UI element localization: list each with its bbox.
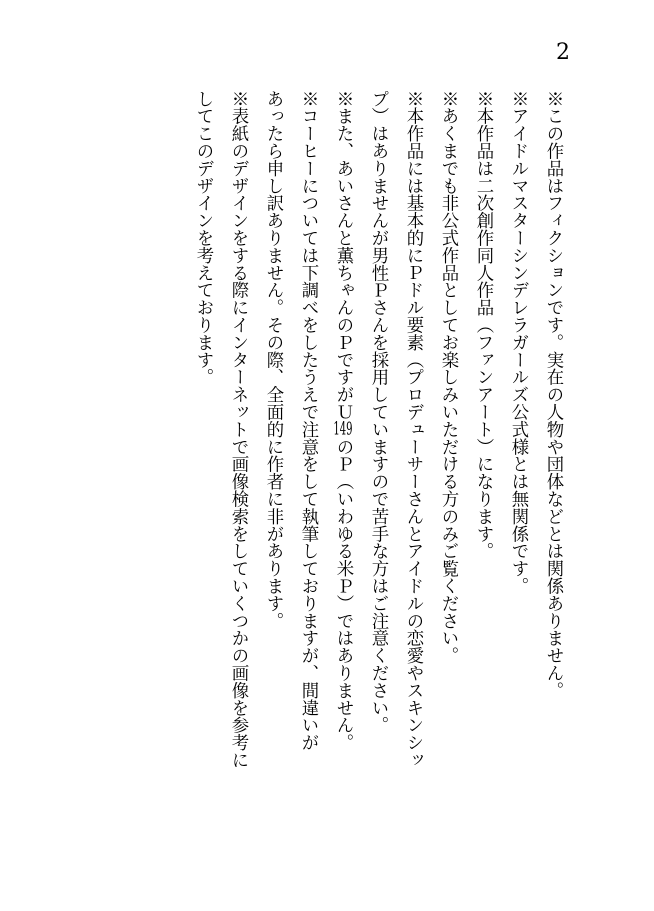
- page-number: 2: [556, 40, 570, 65]
- text-line-7-end: のＰ（いわゆる米Ｐ）ではありません。: [333, 438, 353, 752]
- text-line-9: あったら申し訳ありません。その際、全面的に作者に非があります。: [263, 90, 283, 630]
- text-line-3: ※本作品は二次創作同人作品（ファンアート）になります。: [473, 90, 493, 560]
- text-line-1: ※この作品はフィクションです。実在の人物や団体などとは関係ありません。: [543, 90, 563, 699]
- text-line-5: ※本作品には基本的にＰドル要素（プロデューサーさんとアイドルの恋愛やスキンシッ: [403, 90, 423, 769]
- text-line-7: [325, 90, 360, 840]
- text-line-10: ※表紙のデザインをする際にインターネットで画像検索をしていくつかの画像を参考に: [228, 90, 248, 769]
- text-line-2: ※アイドルマスターシンデレラガールズ公式様とは無関係です。: [508, 90, 528, 595]
- text-line-11: してこのデザインを考えております。: [193, 90, 213, 386]
- inline-number: 149: [333, 420, 353, 439]
- disclaimer-text: [185, 90, 570, 840]
- text-line-7-start: ※また、あいさんと薫ちゃんのＰですがＵ: [333, 90, 353, 421]
- text-line-8: ※コーヒーについては下調べをしたうえで注意をして執筆しておりますが、間違いが: [298, 90, 318, 752]
- text-line-4: ※あくまでも非公式作品としてお楽しみいただける方のみご覧ください。: [438, 90, 458, 665]
- text-line-6: プ）はありませんが男性Ｐさんを採用していますので苦手な方はご注意ください。: [368, 90, 388, 734]
